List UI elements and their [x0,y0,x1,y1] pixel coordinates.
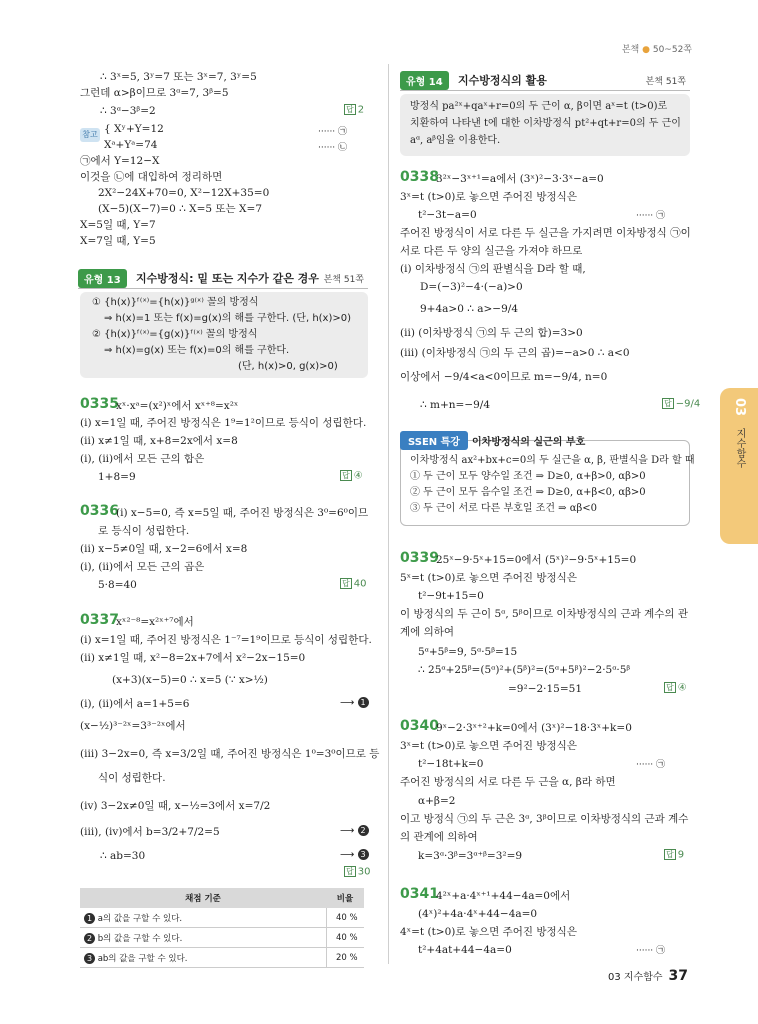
answer-icon: 답 [666,850,674,859]
text-line: 4ˣ=t (t>0)로 놓으면 주어진 방정식은 [400,926,577,938]
text-line: ③ 두 근이 서로 다른 부호일 조건 ⇒ αβ<0 [410,503,598,514]
answer-icon: 답 [346,867,354,876]
eq-label [636,757,665,770]
ssen-title: 이차방정식의 실근의 부호 [472,437,586,448]
text-line: ① {h(x)}ᶠ⁽ˣ⁾={h(x)}ᵍ⁽ˣ⁾ 꼴의 방정식 [92,297,259,308]
type-title: 지수방정식: 밑 또는 지수가 같은 경우 [136,272,319,285]
footer-chapter: 03 지수함수 [607,972,663,983]
step-mark [340,849,369,861]
chapter-name: 지수함수 [734,428,745,468]
answer-mark [340,578,366,590]
table-row [80,928,364,948]
text-line: (iii) (이차방정식 ㉠의 두 근의 곱)=−a>0 ∴ a<0 [400,347,630,359]
text-line: (iii), (iv)에서 b=3/2+7/2=5 [80,826,220,838]
step-badge: 2 [84,933,95,944]
answer-value: 9 [677,849,685,861]
circle-label: ㉠ [656,211,666,221]
text-line: (i) x=1일 때, 주어진 방정식은 1⁻⁷=1⁹이므로 등식이 성립한다. [80,634,372,646]
text-line: 서로 다른 두 양의 실근을 가져야 하므로 [400,245,583,257]
text-line: ∴ 3ˣ=5, 3ʸ=7 또는 3ˣ=7, 3ʸ=5 [100,71,257,83]
circle-label: ㉠ [656,760,666,770]
text-line: 3ˣ=t (t>0)로 놓으면 주어진 방정식은 [400,191,577,203]
header-pages: 50~52쪽 [652,45,692,55]
text-line: (ii) (이차방정식 ㉠의 두 근의 합)=3>0 [400,327,583,339]
answer-value: 40 [353,578,367,590]
text-line: 3ˣ=t (t>0)로 놓으면 주어진 방정식은 [400,740,577,752]
text-line: 이고 방정식 ㉠의 두 근은 3ᵅ, 3ᵝ이므로 이차방정식의 근과 계수 [400,813,689,825]
text-line: (x−½)³⁻²ˣ=3³⁻²ˣ에서 [80,720,186,732]
text-line: ∴ m+n=−9/4 [420,399,491,411]
table-cell: 20 % [326,948,364,968]
table-cell: 40 % [326,908,364,928]
chapter-number: 03 [732,398,747,417]
ssen-tag: SSEN 특강 [400,431,468,450]
text-line: 4²ˣ+a·4ˣ⁺¹+44−4a=0에서 [436,890,571,902]
text-line: 로 등식이 성립한다. [98,525,190,537]
text-line: 2X²−24X+70=0, X²−12X+35=0 [98,187,270,199]
text-line: 그런데 α>β이므로 3ᵅ=7, 3ᵝ=5 [80,87,229,99]
text-line: 식이 성립한다. [98,772,166,784]
hint-badge: 참고 [80,128,100,142]
answer-icon: 답 [342,471,350,480]
circle-label: ㉠ [656,946,666,956]
dots: ······ [636,211,654,221]
problem-number: 0338 [400,169,439,185]
dots: ······ [636,946,654,956]
answer-mark [344,104,364,116]
text-line: (4ˣ)²+4a·4ˣ+44−4a=0 [418,908,538,920]
text-line: aᵅ, aᵝ임을 이용한다. [410,135,501,146]
text-line: 주어진 방정식의 서로 다른 두 근을 α, β라 하면 [400,776,616,788]
step-badge: 1 [84,913,95,924]
text-line: 이것을 ㉡에 대입하여 정리하면 [80,171,223,183]
problem-number: 0336 [80,503,119,519]
type-page: 본책 51쪽 [645,77,686,87]
step-badge: 2 [358,825,369,836]
table-cell [80,948,326,968]
answer-mark: 답 ④ [342,470,363,482]
scoring-table [80,888,364,968]
answer-value: 30 [357,866,371,878]
text-line: xˣ·xᵃ=(x²)ˣ에서 xˣ⁺⁸=x²ˣ [116,400,239,412]
answer-icon: 답 [666,683,674,692]
table-row [80,948,364,968]
eq-label [636,943,665,956]
type-tag: 유형 14 [400,71,449,90]
step-badge: 3 [358,849,369,860]
type-page: 본책 51쪽 [323,275,364,285]
text-line: D=(−3)²−4·(−a)>0 [420,281,523,293]
table-cell [80,928,326,948]
step-badge: 3 [84,953,95,964]
answer-value: −9/4 [675,398,701,410]
problem-0337 [80,613,119,628]
text-line: X=5일 때, Y=7 [80,219,156,231]
eq-label [636,208,665,221]
text-line: (i), (ii)에서 a=1+5=6 [80,698,190,710]
text-line: ∴ ab=30 [100,850,146,862]
table-cell [80,908,326,928]
header-prefix: 본책 [621,45,640,55]
type-title: 지수방정식의 활용 [458,74,547,87]
text-line: (X−5)(X−7)=0 ∴ X=5 또는 X=7 [98,203,262,215]
arrow: ⟶ [340,697,355,709]
problem-0341 [400,887,439,902]
text-line: 5·8=40 [98,579,137,591]
text-line: (x+3)(x−5)=0 ∴ x=5 (∵ x>½) [112,674,268,686]
text-line: 3²ˣ−3ˣ⁺¹=a에서 (3ˣ)²−3·3ˣ−a=0 [436,173,604,185]
text-line: α+β=2 [418,795,456,807]
answer-mark: 답 ④ [666,682,687,694]
problem-number: 0340 [400,718,439,734]
criterion-text: ab의 값을 구할 수 있다. [97,953,188,964]
text-line: { Xʸ+Y=12 [104,123,164,135]
text-line: 주어진 방정식이 서로 다른 두 실근을 가지려면 이차방정식 ㉠이 [400,227,691,239]
answer-mark [344,866,370,878]
problem-0340 [400,719,439,734]
text-line: 이 방정식의 두 근이 5ᵅ, 5ᵝ이므로 이차방정식의 근과 계수의 관 [400,608,689,620]
text-line: 9+4a>0 ∴ a>−9/4 [420,303,519,315]
criterion-text: a의 값을 구할 수 있다. [97,913,183,924]
circle-label: ㉠ [338,127,348,137]
text-line: ∴ 25ᵅ+25ᵝ=(5ᵅ)²+(5ᵝ)²=(5ᵅ+5ᵝ)²−2·5ᵅ·5ᵝ [418,664,631,676]
table-row [80,908,364,928]
page-footer [608,968,688,984]
type-tag: 유형 13 [78,269,127,288]
text-line: (단, h(x)>0, g(x)>0) [238,361,338,372]
text-line: ⇒ h(x)=1 또는 f(x)=g(x)의 해를 구한다. (단, h(x)>0) [104,313,352,324]
text-line: 방정식 pa²ˣ+qaˣ+r=0의 두 근이 α, β이면 aˣ=t (t>0)로 [410,101,668,112]
problem-number: 0335 [80,396,119,412]
text-line: (i), (ii)에서 모든 근의 곱은 [80,561,205,573]
text-line: 5ᵅ+5ᵝ=9, 5ᵅ·5ᵝ=15 [418,646,518,658]
text-line: =9²−2·15=51 [508,683,583,695]
text-line: t²+4at+44−4a=0 [418,944,512,956]
text-line: t²−9t+15=0 [418,590,484,602]
text-line: ② {h(x)}ᶠ⁽ˣ⁾={g(x)}ᶠ⁽ˣ⁾ 꼴의 방정식 [92,329,258,340]
page-number: 37 [668,968,688,984]
step-badge: 1 [358,697,369,708]
arrow: ⟶ [340,849,355,861]
circle-label: ㉡ [338,143,348,153]
text-line: ⇒ h(x)=g(x) 또는 f(x)=0의 해를 구한다. [104,345,290,356]
step-mark [340,825,369,837]
text-line: (ii) x≠1일 때, x²−8=2x+7에서 x²−2x−15=0 [80,652,306,664]
step-mark [340,697,369,709]
header-dot: ● [642,45,650,55]
text-line: Xᵃ+Yᵃ=74 [104,139,158,151]
column-divider [388,64,389,964]
answer-icon: 답 [346,105,354,114]
criterion-text: b의 값을 구할 수 있다. [97,933,183,944]
text-line: 의 관계에 의하여 [400,831,478,843]
text-line: xˣ²⁻⁸=x²ˣ⁺⁷에서 [116,616,194,628]
text-line: (ii) x≠1일 때, x+8=2x에서 x=8 [80,435,238,447]
text-line: k=3ᵅ·3ᵝ=3ᵅ⁺ᵝ=3²=9 [418,850,523,862]
text-line: (iii) 3−2x=0, 즉 x=3/2일 때, 주어진 방정식은 1⁰=3⁰이므로 등 [80,748,380,760]
text-line: (i) x=1일 때, 주어진 방정식은 1⁹=1²이므로 등식이 성립한다. [80,417,367,429]
type-header [400,70,690,91]
text-line: (ii) x−5≠0일 때, x−2=6에서 x=8 [80,543,248,555]
answer-mark [664,849,684,861]
text-line: (i), (ii)에서 모든 근의 합은 [80,453,205,465]
answer-icon: 답 [664,399,672,408]
text-line: 1+8=9 [98,471,136,483]
eq-label [318,124,347,137]
text-line: ② 두 근이 모두 음수일 조건 ⇒ D≥0, α+β<0, αβ>0 [410,487,646,498]
eq-label [318,140,347,153]
text-line: (i) x−5=0, 즉 x=5일 때, 주어진 방정식은 3⁰=6⁰이므 [116,507,369,519]
text-line: 25ˣ−9·5ˣ+15=0에서 (5ˣ)²−9·5ˣ+15=0 [436,554,637,566]
type-header [78,268,368,289]
answer-icon: 답 [342,579,350,588]
text-line: 9ˣ−2·3ˣ⁺²+k=0에서 (3ˣ)²−18·3ˣ+k=0 [436,722,632,734]
arrow: ⟶ [340,825,355,837]
text-line: (iv) 3−2x≠0일 때, x−½=3에서 x=7/2 [80,800,271,812]
dots: ······ [636,760,654,770]
text-line: (i) 이차방정식 ㉠의 판별식을 D라 할 때, [400,263,586,275]
table-cell: 40 % [326,928,364,948]
problem-0335 [80,397,119,412]
text-line: 이차방정식 ax²+bx+c=0의 두 실근을 α, β, 판별식을 D라 할 때 [410,455,695,466]
text-line: 계에 의하여 [400,626,455,638]
table-header: 채점 기준 [80,888,326,908]
chapter-side-tab [720,388,758,544]
problem-number: 0341 [400,886,439,902]
table-header: 비율 [326,888,364,908]
text-line: ∴ 3ᵅ−3ᵝ=2 [100,105,156,117]
text-line: 5ˣ=t (t>0)로 놓으면 주어진 방정식은 [400,572,577,584]
problem-0339 [400,551,439,566]
text-line: 치환하여 나타낸 t에 대한 이차방정식 pt²+qt+r=0의 두 근이 [410,118,681,129]
problem-number: 0339 [400,550,439,566]
text-line: ㉠에서 Y=12−X [80,155,160,167]
problem-number: 0337 [80,612,119,628]
text-line: t²−3t−a=0 [418,209,477,221]
problem-0338 [400,170,439,185]
text-line: X=7일 때, Y=5 [80,235,156,247]
text-line: ① 두 근이 모두 양수일 조건 ⇒ D≥0, α+β>0, αβ>0 [410,471,646,482]
page-header [622,42,692,55]
answer-value: 2 [357,104,365,116]
answer-mark [662,398,700,410]
text-line: 이상에서 −9/4<a<0이므로 m=−9/4, n=0 [400,371,608,383]
dots: ······ [318,127,336,137]
text-line: t²−18t+k=0 [418,758,484,770]
dots: ······ [318,143,336,153]
table-header-row [80,888,364,908]
problem-0336 [80,504,119,519]
